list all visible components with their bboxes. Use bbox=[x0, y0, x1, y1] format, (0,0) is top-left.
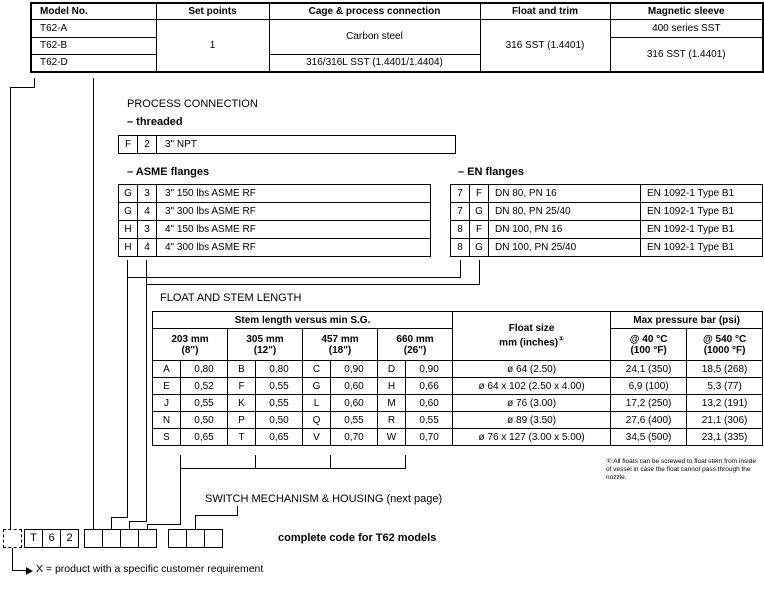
connector bbox=[146, 260, 147, 521]
code-box-switch-1 bbox=[168, 529, 187, 548]
float-size-line1: Float size bbox=[508, 323, 555, 335]
cell: 0,55 bbox=[331, 412, 378, 429]
en-flanges-label: – EN flanges bbox=[458, 166, 525, 178]
code-box-switch-3 bbox=[204, 529, 223, 548]
connector bbox=[12, 570, 26, 571]
col-header-float-trim: Float and trim bbox=[480, 3, 610, 19]
en-row bbox=[451, 221, 763, 239]
cell-pressure: 5,3 (77) bbox=[687, 378, 763, 395]
cell: 0,55 bbox=[256, 395, 303, 412]
cell: N bbox=[153, 412, 181, 429]
code-cell: G bbox=[470, 239, 489, 257]
desc-cell: DN 80, PN 25/40 bbox=[489, 203, 641, 221]
code-cell: 8 bbox=[451, 239, 470, 257]
cell: R bbox=[378, 412, 406, 429]
cell: E bbox=[153, 378, 181, 395]
asme-row bbox=[119, 185, 431, 203]
cell-pressure: 27,6 (400) bbox=[611, 412, 687, 429]
cell: 0,70 bbox=[406, 429, 453, 446]
code-cell: H bbox=[119, 239, 138, 257]
code-box-switch-2 bbox=[186, 529, 205, 548]
connector bbox=[93, 78, 94, 529]
float-row bbox=[153, 412, 763, 429]
connector bbox=[405, 455, 406, 468]
float-stem-title: FLOAT AND STEM LENGTH bbox=[160, 292, 302, 304]
code-cell: H bbox=[119, 221, 138, 239]
type-cell: EN 1092-1 Type B1 bbox=[641, 221, 763, 239]
cell-pressure: 24,1 (350) bbox=[611, 361, 687, 378]
connector bbox=[237, 506, 238, 515]
code-cell: 7 bbox=[451, 203, 470, 221]
cell: 0,80 bbox=[181, 361, 228, 378]
cell: D bbox=[378, 361, 406, 378]
connector bbox=[146, 284, 480, 285]
code-cell: G bbox=[470, 203, 489, 221]
en-row bbox=[451, 239, 763, 257]
threaded-table bbox=[118, 135, 456, 154]
process-connection-title: PROCESS CONNECTION bbox=[127, 98, 258, 110]
switch-mechanism-title: SWITCH MECHANISM & HOUSING (next page) bbox=[205, 493, 443, 505]
col-header-cage: Cage & process connection bbox=[269, 3, 480, 19]
cell: 0,52 bbox=[181, 378, 228, 395]
cell: 0,70 bbox=[331, 429, 378, 446]
code-cell: G bbox=[119, 185, 138, 203]
asme-flanges-label: – ASME flanges bbox=[127, 166, 210, 178]
stem-col-203: 203 mm (8") bbox=[153, 329, 228, 361]
code-cell: G bbox=[119, 203, 138, 221]
code-box-model bbox=[84, 529, 103, 548]
connector bbox=[127, 277, 461, 278]
type-cell: EN 1092-1 Type B1 bbox=[641, 203, 763, 221]
code-box-2: 2 bbox=[60, 529, 79, 548]
cell: 0,50 bbox=[181, 412, 228, 429]
code-cell: F bbox=[119, 136, 138, 154]
desc-cell: 4" 150 lbs ASME RF bbox=[157, 221, 431, 239]
cell: 0,65 bbox=[181, 429, 228, 446]
connector bbox=[255, 455, 256, 468]
x-note: X = product with a specific customer requirement bbox=[36, 563, 264, 575]
cell: 0,60 bbox=[331, 395, 378, 412]
footnote-mark: ① bbox=[558, 336, 565, 344]
cell: C bbox=[303, 361, 331, 378]
code-box-connection-2 bbox=[120, 529, 139, 548]
threaded-label: – threaded bbox=[127, 116, 183, 128]
cell: 0,55 bbox=[256, 378, 303, 395]
asme-flanges-table bbox=[118, 184, 431, 257]
desc-cell: 3" NPT bbox=[157, 136, 456, 154]
connector bbox=[147, 524, 181, 525]
cell: 0,90 bbox=[406, 361, 453, 378]
cell: 0,50 bbox=[256, 412, 303, 429]
connector bbox=[10, 87, 11, 529]
code-cell: 7 bbox=[451, 185, 470, 203]
code-box-float bbox=[138, 529, 157, 548]
asme-row bbox=[119, 203, 431, 221]
cell-sleeve-316-sst: 316 SST (1.4401) bbox=[610, 37, 763, 72]
cell-float-trim: 316 SST (1.4401) bbox=[480, 19, 610, 72]
cell: L bbox=[303, 395, 331, 412]
cell-pressure: 18,5 (268) bbox=[687, 361, 763, 378]
code-cell: F bbox=[470, 221, 489, 239]
cell-pressure: 13,2 (191) bbox=[687, 395, 763, 412]
float-row bbox=[153, 361, 763, 378]
cell: S bbox=[153, 429, 181, 446]
connector bbox=[195, 515, 196, 529]
cell: 0,60 bbox=[406, 395, 453, 412]
float-row bbox=[153, 429, 763, 446]
col-header-magnetic-sleeve: Magnetic sleeve bbox=[610, 3, 763, 19]
cell: A bbox=[153, 361, 181, 378]
connector bbox=[111, 517, 112, 529]
arrow-right-icon bbox=[26, 567, 33, 575]
cell: K bbox=[228, 395, 256, 412]
code-cell: 8 bbox=[451, 221, 470, 239]
desc-cell: DN 80, PN 16 bbox=[489, 185, 641, 203]
cell-model-t62a: T62-A bbox=[31, 19, 156, 37]
cell-float-size: ø 89 (3.50) bbox=[453, 412, 611, 429]
float-stem-table bbox=[152, 311, 763, 446]
float-size-header bbox=[453, 312, 611, 361]
connector bbox=[127, 260, 128, 517]
connector bbox=[147, 524, 148, 529]
temp-col-540c: @ 540 °C (1000 °F) bbox=[687, 329, 763, 361]
stem-col-305: 305 mm (12") bbox=[228, 329, 303, 361]
code-cell: 3 bbox=[138, 185, 157, 203]
connector bbox=[10, 87, 35, 88]
cell: T bbox=[228, 429, 256, 446]
code-cell: 2 bbox=[138, 136, 157, 154]
connector bbox=[195, 515, 238, 516]
connector bbox=[479, 260, 480, 284]
code-cell: 4 bbox=[138, 203, 157, 221]
cell: 0,66 bbox=[406, 378, 453, 395]
desc-cell: 3" 150 lbs ASME RF bbox=[157, 185, 431, 203]
cell-model-t62d: T62-D bbox=[31, 54, 156, 72]
model-overview-table bbox=[30, 2, 764, 73]
cell-float-size: ø 76 (3.00) bbox=[453, 395, 611, 412]
cell: 0,65 bbox=[256, 429, 303, 446]
cell-sleeve-400-series: 400 series SST bbox=[610, 19, 763, 37]
cell-pressure: 23,1 (335) bbox=[687, 429, 763, 446]
desc-cell: DN 100, PN 16 bbox=[489, 221, 641, 239]
cell: J bbox=[153, 395, 181, 412]
code-box-connection-1 bbox=[102, 529, 121, 548]
cell-cage-carbon-steel: Carbon steel bbox=[269, 19, 480, 54]
desc-cell: 3" 300 lbs ASME RF bbox=[157, 203, 431, 221]
cell-float-size: ø 76 x 127 (3.00 x 5.00) bbox=[453, 429, 611, 446]
desc-cell: DN 100, PN 25/40 bbox=[489, 239, 641, 257]
code-box-x bbox=[3, 529, 22, 548]
stem-length-header: Stem length versus min S.G. bbox=[153, 312, 453, 329]
cell: 0,55 bbox=[406, 412, 453, 429]
cell: W bbox=[378, 429, 406, 446]
cell-float-size: ø 64 x 102 (2.50 x 4.00) bbox=[453, 378, 611, 395]
cell-pressure: 21,1 (306) bbox=[687, 412, 763, 429]
cell: 0,90 bbox=[331, 361, 378, 378]
cell: 0,55 bbox=[181, 395, 228, 412]
code-cell: 3 bbox=[138, 221, 157, 239]
cell-float-size: ø 64 (2.50) bbox=[453, 361, 611, 378]
type-cell: EN 1092-1 Type B1 bbox=[641, 185, 763, 203]
connector bbox=[180, 455, 181, 468]
en-row bbox=[451, 185, 763, 203]
connector bbox=[111, 517, 128, 518]
en-row bbox=[451, 203, 763, 221]
code-cell: 4 bbox=[138, 239, 157, 257]
complete-code-label: complete code for T62 models bbox=[278, 532, 437, 544]
stem-col-457: 457 mm (18") bbox=[303, 329, 378, 361]
col-header-set-points: Set points bbox=[156, 3, 269, 19]
connector bbox=[129, 521, 130, 529]
cell: G bbox=[303, 378, 331, 395]
desc-cell: 4" 300 lbs ASME RF bbox=[157, 239, 431, 257]
cell-model-t62b: T62-B bbox=[31, 37, 156, 54]
max-pressure-header: Max pressure bar (psi) bbox=[611, 312, 763, 329]
code-cell: F bbox=[470, 185, 489, 203]
connector bbox=[180, 468, 181, 524]
float-size-line2: mm (inches) bbox=[499, 337, 559, 349]
cell: P bbox=[228, 412, 256, 429]
float-row bbox=[153, 395, 763, 412]
connector bbox=[180, 468, 406, 469]
cell-pressure: 34,5 (500) bbox=[611, 429, 687, 446]
cell-cage-316-sst: 316/316L SST (1.4401/1.4404) bbox=[269, 54, 480, 72]
cell: 0,60 bbox=[331, 378, 378, 395]
cell-set-points: 1 bbox=[156, 19, 269, 72]
col-header-model-no: Model No. bbox=[31, 3, 156, 19]
float-row bbox=[153, 378, 763, 395]
connector bbox=[330, 455, 331, 468]
code-box-6: 6 bbox=[42, 529, 61, 548]
connector bbox=[12, 548, 13, 571]
cell: 0,80 bbox=[256, 361, 303, 378]
connector bbox=[129, 521, 147, 522]
cell: V bbox=[303, 429, 331, 446]
cell-pressure: 17,2 (250) bbox=[611, 395, 687, 412]
cell: M bbox=[378, 395, 406, 412]
code-box-t: T bbox=[24, 529, 43, 548]
temp-col-40c: @ 40 °C (100 °F) bbox=[611, 329, 687, 361]
stem-col-660: 660 mm (26") bbox=[378, 329, 453, 361]
asme-row bbox=[119, 239, 431, 257]
type-cell: EN 1092-1 Type B1 bbox=[641, 239, 763, 257]
en-flanges-table bbox=[450, 184, 763, 257]
cell: Q bbox=[303, 412, 331, 429]
cell: B bbox=[228, 361, 256, 378]
cell-pressure: 6,9 (100) bbox=[611, 378, 687, 395]
connector bbox=[460, 260, 461, 277]
asme-row bbox=[119, 221, 431, 239]
cell: H bbox=[378, 378, 406, 395]
float-footnote: ① All floats can be screwed to float stem from inside of vessel in case the float cannot pass through the nozzle. bbox=[606, 458, 756, 481]
cell: F bbox=[228, 378, 256, 395]
